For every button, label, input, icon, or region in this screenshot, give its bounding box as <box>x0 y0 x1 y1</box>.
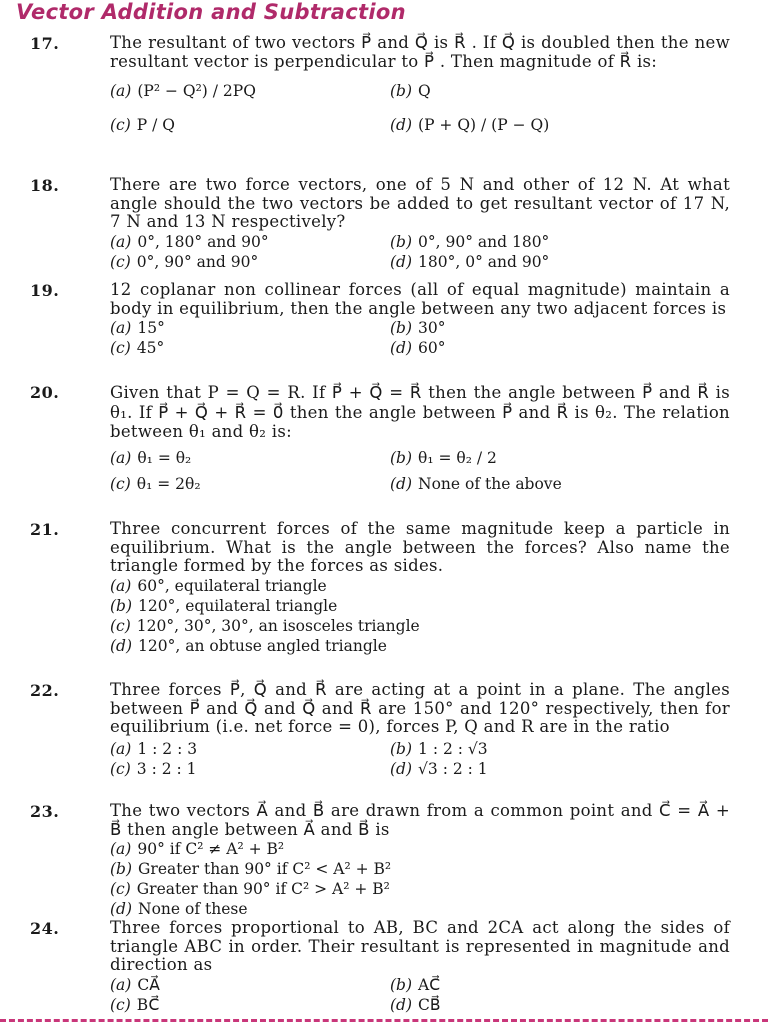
option-label: (b) <box>110 860 133 878</box>
option-label: (d) <box>390 759 413 778</box>
option-label: (a) <box>110 975 132 994</box>
option-label: (c) <box>110 880 131 898</box>
option-a[interactable] <box>110 81 390 101</box>
option-c[interactable] <box>110 616 710 636</box>
question-text: The two vectors A⃗ and B⃗ are drawn from a common point and C⃗ = A⃗ + B⃗ then angle between A⃗ and B⃗ is <box>110 801 730 839</box>
option-c[interactable] <box>110 338 390 358</box>
option-label: (c) <box>110 339 131 357</box>
option-text: 1 : 2 : 3 <box>137 739 198 758</box>
option-c[interactable] <box>110 115 390 135</box>
option-text: None of these <box>138 900 248 918</box>
option-b[interactable] <box>390 975 710 995</box>
option-label: (b) <box>390 82 413 100</box>
option-label: (d) <box>390 474 413 493</box>
option-d[interactable] <box>110 636 710 656</box>
option-a[interactable] <box>110 232 390 252</box>
option-a[interactable] <box>110 576 710 596</box>
question-number: 22. <box>30 681 60 700</box>
question-text: There are two force vectors, one of 5 N and other of 12 N. At what angle should the two vectors be added to get resultant vector of 17 N, 7 N and 13 N respectively? <box>110 175 730 231</box>
option-b[interactable] <box>110 596 710 616</box>
option-d[interactable] <box>390 474 710 494</box>
option-a[interactable] <box>110 975 390 995</box>
option-label: (b) <box>110 596 133 615</box>
option-label: (d) <box>110 636 133 655</box>
option-text: (P² − Q²) / 2PQ <box>137 82 256 100</box>
option-text: 0°, 90° and 180° <box>418 232 550 251</box>
question-20 <box>30 383 730 494</box>
option-text: 60°, equilateral triangle <box>137 576 327 595</box>
option-label: (d) <box>390 995 413 1014</box>
option-text: 0°, 90° and 90° <box>136 252 259 271</box>
option-text: 30° <box>418 319 446 337</box>
option-label: (a) <box>110 82 132 100</box>
question-text: 12 coplanar non collinear forces (all of equal magnitude) maintain a body in equilibrium, then the angle between any two adjacent forces is <box>110 280 730 318</box>
option-text: Greater than 90° if C² < A² + B² <box>138 860 392 878</box>
option-text: 0°, 180° and 90° <box>137 232 269 251</box>
option-text: 120°, equilateral triangle <box>138 596 338 615</box>
option-text: 1 : 2 : √3 <box>418 739 488 758</box>
option-d[interactable] <box>110 899 710 919</box>
section-header: Vector Addition and Subtraction <box>16 0 406 24</box>
option-text: 60° <box>418 339 446 357</box>
option-c[interactable] <box>110 474 390 494</box>
option-label: (a) <box>110 840 132 858</box>
option-label: (d) <box>390 339 413 357</box>
question-18 <box>30 176 730 272</box>
question-number: 24. <box>30 919 60 938</box>
option-text: CA⃗ <box>137 975 160 994</box>
option-text: 120°, 30°, 30°, an isosceles triangle <box>136 616 420 635</box>
option-label: (b) <box>390 319 413 337</box>
question-text: Three concurrent forces of the same magnitude keep a particle in equilibrium. What is the angle between the forces? Also name the triangle formed by the forces as sides. <box>110 519 730 575</box>
option-text: CB⃗ <box>418 995 441 1014</box>
option-label: (b) <box>390 448 413 467</box>
option-b[interactable] <box>390 448 710 468</box>
option-b[interactable] <box>110 859 710 879</box>
option-label: (c) <box>110 995 131 1014</box>
option-d[interactable] <box>390 995 710 1015</box>
option-text: θ₁ = θ₂ <box>137 448 192 467</box>
option-b[interactable] <box>390 739 710 759</box>
option-text: √3 : 2 : 1 <box>418 759 488 778</box>
option-a[interactable] <box>110 448 390 468</box>
option-label: (b) <box>390 975 413 994</box>
option-text: P / Q <box>136 116 175 134</box>
option-text: AC⃗ <box>418 975 441 994</box>
option-text: (P + Q) / (P − Q) <box>418 116 550 134</box>
option-label: (d) <box>110 900 133 918</box>
question-number: 18. <box>30 176 60 195</box>
option-text: θ₁ = 2θ₂ <box>136 474 201 493</box>
option-label: (a) <box>110 319 132 337</box>
option-label: (c) <box>110 252 131 271</box>
option-label: (b) <box>390 232 413 251</box>
question-number: 17. <box>30 34 60 53</box>
option-text: 3 : 2 : 1 <box>136 759 197 778</box>
question-text: The resultant of two vectors P⃗ and Q⃗ is R⃗ . If Q⃗ is doubled then the new resultant vector is perpendicular to P⃗ . Then magnitude of R⃗ is: <box>110 33 730 71</box>
option-text: BC⃗ <box>136 995 160 1014</box>
option-text: None of the above <box>418 474 562 493</box>
option-c[interactable] <box>110 879 710 899</box>
option-text: 90° if C² ≠ A² + B² <box>137 840 285 858</box>
question-number: 21. <box>30 520 60 539</box>
option-label: (c) <box>110 116 131 134</box>
option-d[interactable] <box>390 115 710 135</box>
option-label: (c) <box>110 759 131 778</box>
option-text: 45° <box>136 339 165 357</box>
option-a[interactable] <box>110 739 390 759</box>
question-number: 23. <box>30 802 60 821</box>
option-c[interactable] <box>110 252 390 272</box>
question-17 <box>30 34 730 135</box>
option-text: θ₁ = θ₂ / 2 <box>418 448 497 467</box>
question-21 <box>30 520 730 656</box>
option-text: Greater than 90° if C² > A² + B² <box>136 880 390 898</box>
question-number: 20. <box>30 383 60 402</box>
option-label: (b) <box>390 739 413 758</box>
option-label: (c) <box>110 474 131 493</box>
question-24 <box>30 919 730 1015</box>
option-label: (a) <box>110 232 132 251</box>
option-c[interactable] <box>110 759 390 779</box>
option-label: (a) <box>110 448 132 467</box>
option-a[interactable] <box>110 318 390 338</box>
option-text: Q <box>418 82 431 100</box>
option-b[interactable] <box>390 232 710 252</box>
option-label: (a) <box>110 739 132 758</box>
option-d[interactable] <box>390 759 710 779</box>
page-footer-divider <box>0 1019 768 1022</box>
option-b[interactable] <box>390 318 710 338</box>
question-text: Three forces P⃗, Q⃗ and R⃗ are acting at a point in a plane. The angles between P⃗ and Q⃗ and Q⃗ and R⃗ are 150° and 120° respectively, then for equilibrium (i.e. net force = 0), forces P, Q and R are in the ratio <box>110 680 730 736</box>
question-number: 19. <box>30 281 60 300</box>
question-22 <box>30 681 730 779</box>
option-label: (a) <box>110 576 132 595</box>
option-label: (d) <box>390 252 413 271</box>
option-a[interactable] <box>110 839 710 859</box>
option-b[interactable] <box>390 81 710 101</box>
option-text: 180°, 0° and 90° <box>418 252 550 271</box>
question-19 <box>30 281 730 358</box>
option-label: (c) <box>110 616 131 635</box>
option-text: 120°, an obtuse angled triangle <box>138 636 387 655</box>
option-label: (d) <box>390 116 413 134</box>
option-text: 15° <box>137 319 165 337</box>
option-c[interactable] <box>110 995 390 1015</box>
option-d[interactable] <box>390 252 710 272</box>
option-d[interactable] <box>390 338 710 358</box>
question-23 <box>30 802 730 919</box>
question-text: Given that P = Q = R. If P⃗ + Q⃗ = R⃗ then the angle between P⃗ and R⃗ is θ₁. If P⃗ + Q⃗ + R⃗ = 0⃗ then the angle between P⃗ and R⃗ is θ₂. The relation between θ₁ and θ₂ is: <box>110 383 730 441</box>
question-text: Three forces proportional to AB, BC and 2CA act along the sides of triangle ABC in order. Their resultant is represented in magnitude and direction as <box>110 918 730 974</box>
